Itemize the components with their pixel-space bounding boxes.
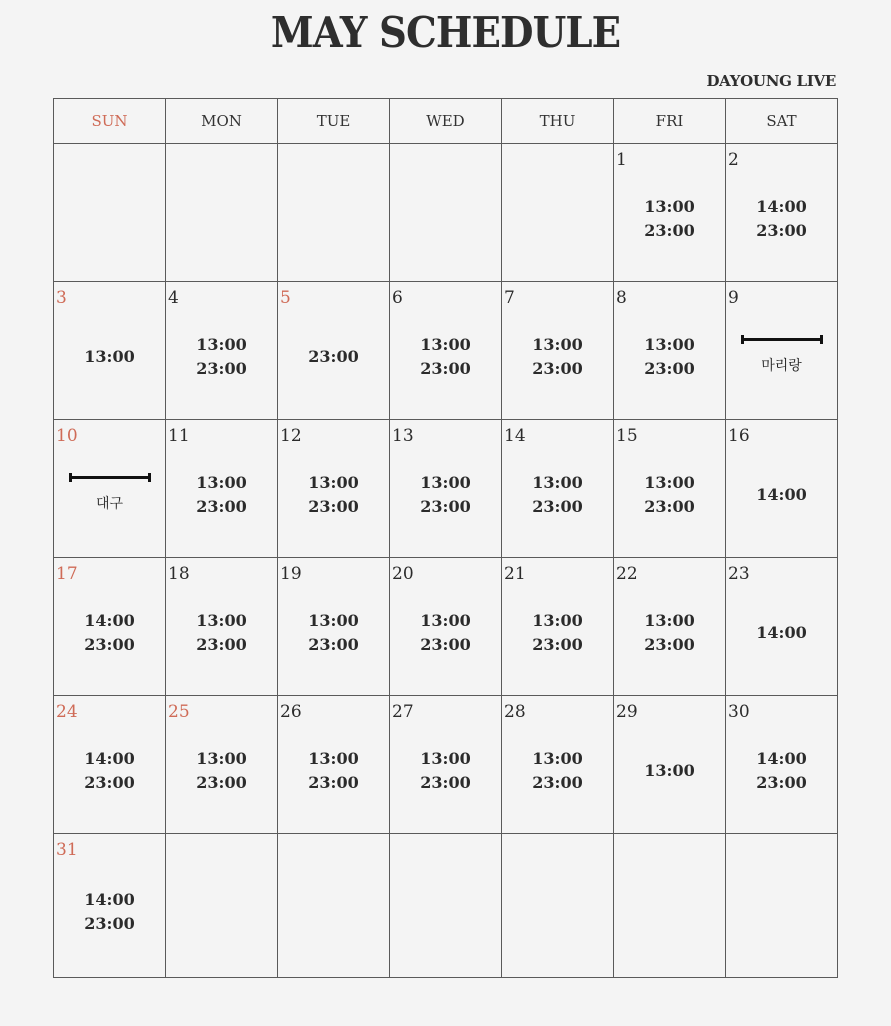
broadcast-time: 23:00	[84, 772, 135, 792]
calendar-grid	[53, 98, 838, 978]
empty-day-cell	[390, 144, 502, 282]
broadcast-time: 13:00	[532, 472, 583, 492]
day-cell-28	[502, 696, 614, 834]
broadcast-time: 23:00	[196, 496, 247, 516]
empty-day-cell	[278, 144, 390, 282]
broadcast-time: 13:00	[420, 472, 471, 492]
broadcast-times	[502, 696, 613, 833]
broadcast-times	[726, 696, 837, 833]
broadcast-time: 13:00	[644, 760, 695, 780]
day-cell-22	[614, 558, 726, 696]
day-number: 5	[280, 288, 291, 308]
broadcast-times	[278, 696, 389, 833]
broadcast-time: 23:00	[756, 220, 807, 240]
week-row	[54, 834, 838, 978]
day-off-label: 대구	[95, 496, 124, 512]
day-number: 25	[168, 702, 190, 722]
weekday-wed: WED	[390, 99, 502, 144]
day-number: 16	[728, 426, 750, 446]
day-number: 12	[280, 426, 302, 446]
broadcast-time: 23:00	[308, 634, 359, 654]
week-row	[54, 696, 838, 834]
day-off-bar-icon	[741, 338, 823, 341]
day-cell-4	[166, 282, 278, 420]
weekday-thu: THU	[502, 99, 614, 144]
broadcast-times	[726, 558, 837, 695]
day-number: 21	[504, 564, 526, 584]
weekday-fri: FRI	[614, 99, 726, 144]
broadcast-time: 13:00	[308, 748, 359, 768]
day-cell-21	[502, 558, 614, 696]
broadcast-times	[54, 558, 165, 695]
day-cell-16	[726, 420, 838, 558]
broadcast-time: 23:00	[308, 346, 359, 366]
broadcast-time: 23:00	[532, 496, 583, 516]
day-cell-5	[278, 282, 390, 420]
broadcast-times	[390, 420, 501, 557]
day-cell-11	[166, 420, 278, 558]
broadcast-time: 23:00	[84, 913, 135, 933]
day-cell-26	[278, 696, 390, 834]
day-number: 24	[56, 702, 78, 722]
broadcast-time: 23:00	[644, 634, 695, 654]
broadcast-times	[54, 696, 165, 833]
broadcast-times	[278, 420, 389, 557]
broadcast-time: 23:00	[532, 634, 583, 654]
day-cell-9	[726, 282, 838, 420]
broadcast-times	[390, 282, 501, 419]
day-number: 1	[616, 150, 627, 170]
broadcast-times	[614, 558, 725, 695]
broadcast-time: 13:00	[644, 472, 695, 492]
broadcast-time: 13:00	[84, 346, 135, 366]
empty-day-cell	[502, 144, 614, 282]
broadcast-time: 13:00	[644, 196, 695, 216]
weekday-tue: TUE	[278, 99, 390, 144]
day-off-marker	[54, 420, 165, 557]
page-title: MAY SCHEDULE	[270, 8, 621, 57]
day-number: 13	[392, 426, 414, 446]
broadcast-times	[614, 144, 725, 281]
day-cell-6	[390, 282, 502, 420]
empty-day-cell	[166, 144, 278, 282]
day-cell-14	[502, 420, 614, 558]
day-cell-7	[502, 282, 614, 420]
broadcast-times	[614, 420, 725, 557]
broadcast-time: 23:00	[644, 496, 695, 516]
day-cell-17	[54, 558, 166, 696]
day-cell-30	[726, 696, 838, 834]
broadcast-times	[54, 834, 165, 977]
day-cell-19	[278, 558, 390, 696]
broadcast-time: 13:00	[196, 748, 247, 768]
day-cell-1	[614, 144, 726, 282]
broadcast-time: 13:00	[196, 610, 247, 630]
day-cell-23	[726, 558, 838, 696]
day-number: 3	[56, 288, 67, 308]
day-number: 28	[504, 702, 526, 722]
broadcast-times	[390, 696, 501, 833]
day-number: 9	[728, 288, 739, 308]
day-cell-31	[54, 834, 166, 978]
week-row	[54, 282, 838, 420]
broadcast-time: 23:00	[420, 634, 471, 654]
broadcast-time: 23:00	[420, 772, 471, 792]
broadcast-times	[726, 144, 837, 281]
day-cell-18	[166, 558, 278, 696]
broadcast-time: 23:00	[196, 358, 247, 378]
day-number: 15	[616, 426, 638, 446]
weekday-sat: SAT	[726, 99, 838, 144]
day-number: 8	[616, 288, 627, 308]
day-off-label: 마리랑	[761, 358, 802, 374]
broadcast-time: 14:00	[756, 622, 807, 642]
day-number: 6	[392, 288, 403, 308]
broadcast-times	[278, 558, 389, 695]
week-row	[54, 558, 838, 696]
day-cell-25	[166, 696, 278, 834]
broadcast-time: 13:00	[532, 610, 583, 630]
day-number: 26	[280, 702, 302, 722]
day-number: 27	[392, 702, 414, 722]
broadcast-time: 23:00	[420, 358, 471, 378]
broadcast-time: 13:00	[196, 472, 247, 492]
broadcast-time: 14:00	[84, 610, 135, 630]
day-cell-20	[390, 558, 502, 696]
day-cell-2	[726, 144, 838, 282]
day-cell-15	[614, 420, 726, 558]
day-number: 4	[168, 288, 179, 308]
broadcast-times	[166, 282, 277, 419]
day-cell-3	[54, 282, 166, 420]
day-number: 10	[56, 426, 78, 446]
empty-day-cell	[726, 834, 838, 978]
broadcast-time: 23:00	[756, 772, 807, 792]
broadcast-time: 13:00	[308, 472, 359, 492]
day-number: 11	[168, 426, 190, 446]
day-number: 23	[728, 564, 750, 584]
broadcast-time: 13:00	[420, 334, 471, 354]
day-cell-27	[390, 696, 502, 834]
day-cell-29	[614, 696, 726, 834]
broadcast-time: 23:00	[420, 496, 471, 516]
day-number: 7	[504, 288, 515, 308]
broadcast-times	[390, 558, 501, 695]
broadcast-times	[278, 282, 389, 419]
broadcast-times	[614, 696, 725, 833]
broadcast-times	[726, 420, 837, 557]
empty-day-cell	[54, 144, 166, 282]
broadcast-time: 13:00	[308, 610, 359, 630]
weekday-mon: MON	[166, 99, 278, 144]
broadcast-time: 23:00	[196, 772, 247, 792]
broadcast-times	[166, 558, 277, 695]
broadcast-times	[614, 282, 725, 419]
broadcast-time: 14:00	[84, 889, 135, 909]
empty-day-cell	[614, 834, 726, 978]
empty-day-cell	[390, 834, 502, 978]
week-row	[54, 144, 838, 282]
broadcast-times	[166, 696, 277, 833]
day-number: 19	[280, 564, 302, 584]
day-cell-8	[614, 282, 726, 420]
broadcast-time: 14:00	[84, 748, 135, 768]
broadcast-time: 23:00	[532, 772, 583, 792]
broadcast-time: 14:00	[756, 196, 807, 216]
broadcast-time: 23:00	[308, 772, 359, 792]
empty-day-cell	[166, 834, 278, 978]
day-number: 17	[56, 564, 78, 584]
broadcast-times	[166, 420, 277, 557]
day-cell-13	[390, 420, 502, 558]
day-cell-24	[54, 696, 166, 834]
day-number: 29	[616, 702, 638, 722]
broadcast-times	[502, 558, 613, 695]
week-row	[54, 420, 838, 558]
day-off-marker	[726, 282, 837, 419]
broadcast-time: 13:00	[420, 610, 471, 630]
broadcast-time: 13:00	[532, 334, 583, 354]
broadcast-time: 13:00	[644, 334, 695, 354]
day-number: 14	[504, 426, 526, 446]
day-number: 2	[728, 150, 739, 170]
broadcast-time: 13:00	[420, 748, 471, 768]
broadcast-time: 23:00	[196, 634, 247, 654]
day-number: 22	[616, 564, 638, 584]
weekday-header-row	[54, 99, 838, 144]
broadcast-time: 13:00	[532, 748, 583, 768]
weekday-sun: SUN	[54, 99, 166, 144]
broadcast-time: 23:00	[532, 358, 583, 378]
broadcast-time: 13:00	[196, 334, 247, 354]
empty-day-cell	[502, 834, 614, 978]
broadcast-time: 23:00	[308, 496, 359, 516]
broadcast-times	[502, 420, 613, 557]
day-number: 30	[728, 702, 750, 722]
day-off-bar-icon	[69, 476, 151, 479]
broadcast-times	[502, 282, 613, 419]
day-number: 31	[56, 840, 78, 860]
broadcast-time: 13:00	[644, 610, 695, 630]
broadcast-time: 14:00	[756, 484, 807, 504]
day-number: 18	[168, 564, 190, 584]
day-cell-12	[278, 420, 390, 558]
broadcast-time: 23:00	[644, 358, 695, 378]
broadcast-time: 23:00	[644, 220, 695, 240]
empty-day-cell	[278, 834, 390, 978]
page-subtitle: DAYOUNG LIVE	[706, 72, 836, 90]
broadcast-times	[54, 282, 165, 419]
day-number: 20	[392, 564, 414, 584]
broadcast-time: 23:00	[84, 634, 135, 654]
day-cell-10	[54, 420, 166, 558]
broadcast-time: 14:00	[756, 748, 807, 768]
